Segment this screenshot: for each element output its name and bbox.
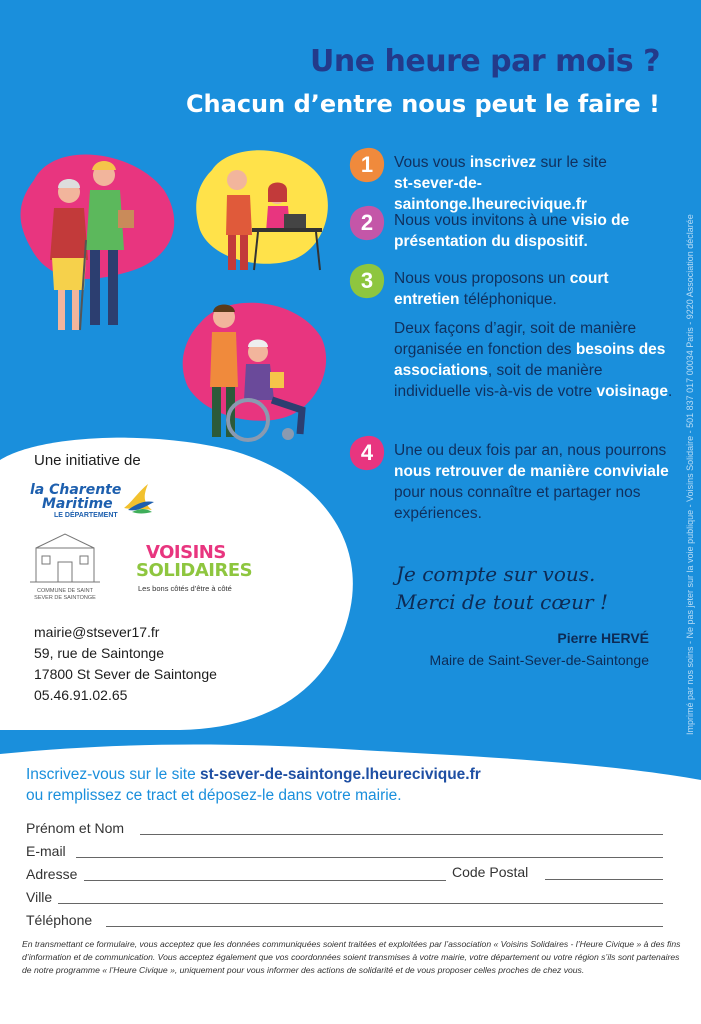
registration-form	[0, 740, 701, 1024]
contact-city: 17800 St Sever de Saintonge	[34, 666, 217, 682]
illustration-wheelchair	[176, 292, 336, 452]
contact-info	[34, 622, 217, 706]
signer-name: Pierre HERVÉ	[557, 630, 649, 646]
step-4-highlight: nous retrouver de manière conviviale	[394, 463, 669, 480]
page-title: Une heure par mois ?	[310, 44, 660, 79]
step-1-highlight: inscrivez	[469, 154, 537, 171]
form-intro: Inscrivez-vous sur le site st-sever-de-saintonge.lheurecivique.fr ou remplissez ce tract et déposez-le dans votre mairie.	[26, 766, 481, 804]
step-3-badge: 3	[348, 262, 386, 300]
email-field[interactable]	[76, 857, 663, 858]
page-subtitle: Chacun d’entre nous peut le faire !	[185, 90, 660, 118]
illustration-laptop	[192, 140, 332, 280]
address-field[interactable]	[84, 880, 446, 881]
phone-field-label: Téléphone	[26, 912, 93, 928]
postal-field[interactable]	[545, 879, 663, 880]
address-field-label: Adresse	[26, 866, 78, 882]
town-hall-icon	[30, 530, 100, 586]
name-field-label: Prénom et Nom	[26, 820, 125, 836]
city-field-label: Ville	[26, 889, 53, 905]
step-1-website-link[interactable]: st-sever-de-saintonge.lheurecivique.fr	[394, 175, 587, 213]
step-2-badge: 2	[348, 204, 386, 242]
step-2-highlight: visio de présentation du dispositif.	[394, 212, 630, 250]
privacy-disclaimer: En transmettant ce formulaire, vous acceptez que les données communiquées soient traitées et exploitées par l’association « Voisins Solidaires - l’Heure Civique » à des fins d’information et de communication. Vous acceptez également que vos coordonnées soient transmises à votre mairie, votre département ou votre région s’ils sont partenaires de notre programme « l’Heure Civique », uniquement pour vous informer des actions de solidarité et de vous proposer celles proches de chez vous.	[22, 939, 681, 975]
step-3-highlight: court entretien	[394, 270, 609, 308]
handwritten-message: Je compte sur vous. Merci de tout cœur !	[396, 562, 608, 614]
action-explanation: Deux façons d’agir, soit de manière organisée en fonction des besoins des associations, soit de manière individuelle vis-à-vis de votre voisinage.	[394, 320, 673, 400]
initiative-panel	[0, 430, 360, 730]
contact-email[interactable]: mairie@stsever17.fr	[34, 624, 160, 640]
name-field[interactable]	[140, 834, 663, 835]
flyer-page: Une heure par mois ? Chacun d’entre nous peut le faire ! 1 Vous vous inscrivez sur le site st-sever-de-saintonge.lheurecivique.fr 2 Nous vous invitons à une visio de présentation du dispositif. 3 Nous vous proposons un court entretien téléphonique. Deux façons d’agir, soit de manière organisée en fonction des besoins des associations, soit de manière individuelle vis-à-vis de votre voisinage. 4 Une ou deux fois par an, nous pourrons nous retrouver de manière conviviale pour nous connaître et partager nos expériences. Je compte sur vous. Merci de tout cœur ! Pierre HERVÉ Maire de Saint-Sever-de-Saintonge Imprimé par nos soins - Ne pas jeter sur la voie publique - Voisins Solidaire - 501 837 017 00034 Paris - 9220 Association déclarée Une initiative de la Charente Maritime LE DÉPARTEMENT COMMUNE DE SAINT SEVER DE SAINTONGE VOISINS SOLIDAIRES Les bons côtés d’être à côté mairie@stsever17.fr 59, rue de Saintonge 17800 St Sever de Saintonge 05.46.91.02.65 Inscrivez-vous sur le site st-sever-de-saintonge.lheurecivique.fr ou remplissez ce tract et déposez-le dans votre mairie. Prénom et Nom E-mail Adresse Code Postal Ville Téléphone En transmettant ce formulaire, vous acceptez que les données communiquées soient traitées et exploitées par l’association « Voisins Solidaires - l’Heure Civique » à des fins d’information et de communication. Vous acceptez également que vos coordonnées soient transmises à votre mairie, votre département ou votre région s’ils sont partenaires de notre programme « l’Heure Civique », uniquement pour vous informer des actions de solidarité et de vous proposer celles proches de chez vous.	[0, 0, 701, 1024]
bird-icon	[122, 482, 156, 516]
signer-role: Maire de Saint-Sever-de-Saintonge	[429, 652, 649, 668]
charente-maritime-logo: la Charente Maritime LE DÉPARTEMENT	[30, 482, 160, 522]
city-field[interactable]	[58, 903, 663, 904]
step-1-badge: 1	[348, 146, 386, 184]
phone-field[interactable]	[106, 926, 663, 927]
step-4-badge: 4	[348, 434, 386, 472]
side-legal-text: Imprimé par nos soins - Ne pas jeter sur la voie publique - Voisins Solidaire - 501 837 017 00034 Paris - 9220 Association déclarée	[685, 214, 695, 735]
contact-street: 59, rue de Saintonge	[34, 645, 164, 661]
commune-logo: COMMUNE DE SAINT SEVER DE SAINTONGE	[30, 530, 100, 608]
postal-field-label: Code Postal	[452, 864, 529, 880]
voisins-solidaires-logo: VOISINS SOLIDAIRES Les bons côtés d’être à côté	[136, 542, 253, 593]
form-website-link[interactable]: st-sever-de-saintonge.lheurecivique.fr	[200, 766, 481, 783]
contact-phone[interactable]: 05.46.91.02.65	[34, 687, 128, 703]
email-field-label: E-mail	[26, 843, 66, 859]
illustration-walking-help	[14, 140, 184, 340]
initiative-title: Une initiative de	[34, 452, 141, 469]
